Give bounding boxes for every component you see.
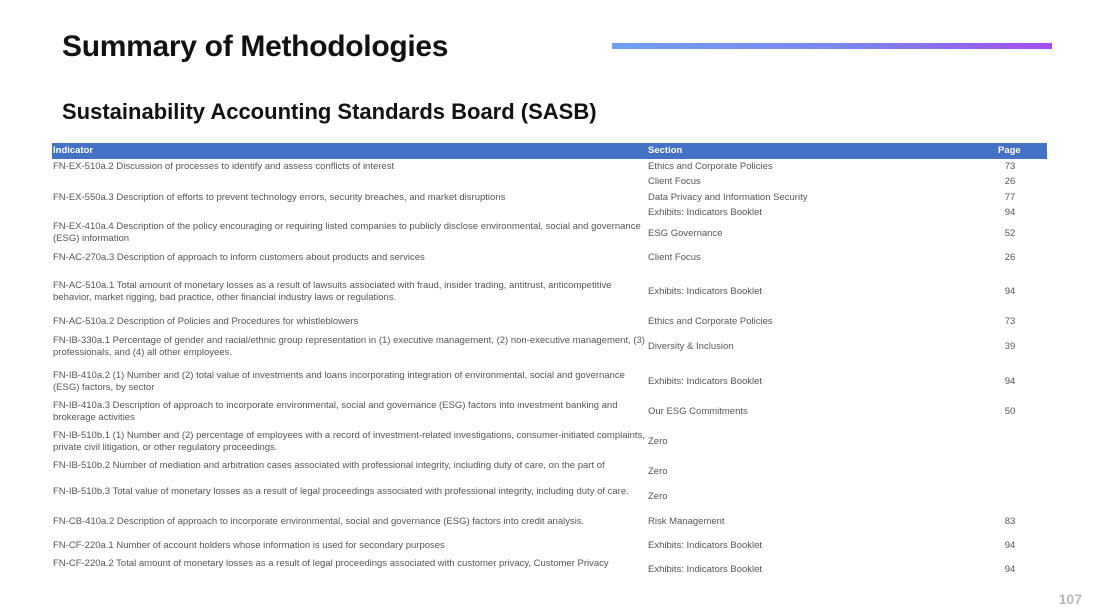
page-cell: 77 [1004,192,1016,203]
header-section: Section [648,145,683,156]
indicator-cell: FN-AC-270a.3 Description of approach to inform customers about products and services [53,252,425,263]
section-cell: Zero [648,466,668,477]
section-cell: Zero [648,491,668,502]
section-cell: Exhibits: Indicators Booklet [648,540,763,551]
section-cell: Client Focus [648,176,701,187]
section-cell: Diversity & Inclusion [648,341,734,352]
section-subtitle: Sustainability Accounting Standards Board (SASB) [62,99,597,124]
header-indicator: Indicator [53,145,94,156]
sasb-table [52,143,1047,575]
header-page: Page [998,145,1021,156]
section-cell: Exhibits: Indicators Booklet [648,286,763,297]
page-cell: 52 [1004,228,1016,239]
indicator-cell: FN-CB-410a.2 Description of approach to incorporate environmental, social and governance (ESG) factors into credit analysis. [53,516,585,527]
page-title: Summary of Methodologies [62,30,449,63]
page-number: 107 [1058,591,1082,607]
indicator-cell: FN-IB-330a.1 Percentage of gender and racial/ethnic group representation in (1) executive management, (2) non-executive management, (3) professionals, and (4) all other employees. [53,335,645,358]
section-cell: Exhibits: Indicators Booklet [648,564,763,575]
page-cell: 73 [1004,316,1016,327]
page-cell: 94 [1004,286,1016,297]
section-cell: ESG Governance [648,228,723,239]
table-header [52,143,1047,159]
page-cell: 50 [1004,406,1016,417]
indicator-cell: FN-IB-510b.2 Number of mediation and arbitration cases associated with professional integrity, including duty of care, on the part of [53,460,605,471]
section-cell: Zero [648,436,668,447]
section-cell: Exhibits: Indicators Booklet [648,207,763,218]
page-cell: 94 [1004,207,1016,218]
section-cell: Our ESG Commitments [648,406,748,417]
page-cell: 94 [1004,564,1016,575]
page-cell: 83 [1004,516,1016,527]
indicator-cell: FN-IB-510b.1 (1) Number and (2) percentage of employees with a record of investment-related investigations, consumer-initiated complaints, private civil litigation, or other regulatory proceedings. [53,430,645,453]
page-cell: 26 [1004,176,1016,187]
section-cell: Exhibits: Indicators Booklet [648,376,763,387]
indicator-cell: FN-IB-410a.2 (1) Number and (2) total value of investments and loans incorporating integration of environmental, social and governance (ESG) factors, by sector [53,370,625,393]
indicator-cell: FN-IB-510b.3 Total value of monetary losses as a result of legal proceedings associated with professional integrity, including duty of care. [53,486,629,497]
page-cell: 26 [1004,252,1016,263]
indicator-cell: FN-EX-510a.2 Discussion of processes to identify and assess conflicts of interest [53,161,395,172]
section-cell: Ethics and Corporate Policies [648,161,773,172]
accent-bar [612,43,1052,49]
indicator-cell: FN-IB-410a.3 Description of approach to incorporate environmental, social and governance (ESG) factors into investment banking and brokerage activities [53,400,618,423]
indicator-cell: FN-EX-550a.3 Description of efforts to prevent technology errors, security breaches, and market disruptions [53,192,506,203]
page-cell: 73 [1004,161,1016,172]
page-cell: 94 [1004,376,1016,387]
indicator-cell: FN-CF-220a.2 Total amount of monetary losses as a result of legal proceedings associated with customer privacy, Customer Privacy [53,558,609,569]
indicator-cell: FN-EX-410a.4 Description of the policy encouraging or requiring listed companies to publicly disclose environmental, social and governance (ESG) information [53,221,641,244]
indicator-cell: FN-AC-510a.2 Description of Policies and Procedures for whistleblowers [53,316,359,327]
indicator-cell: FN-AC-510a.1 Total amount of monetary losses as a result of lawsuits associated with fraud, insider trading, antitrust, anticompetitive behavior, market rigging, bad practice, other financial industry laws or regulations. [53,280,612,303]
section-cell: Ethics and Corporate Policies [648,316,773,327]
section-cell: Client Focus [648,252,701,263]
indicator-cell: FN-CF-220a.1 Number of account holders whose information is used for secondary purposes [53,540,445,551]
section-cell: Risk Management [648,516,725,527]
page-cell: 94 [1004,540,1016,551]
section-cell: Data Privacy and Information Security [648,192,808,203]
page-cell: 39 [1004,341,1016,352]
